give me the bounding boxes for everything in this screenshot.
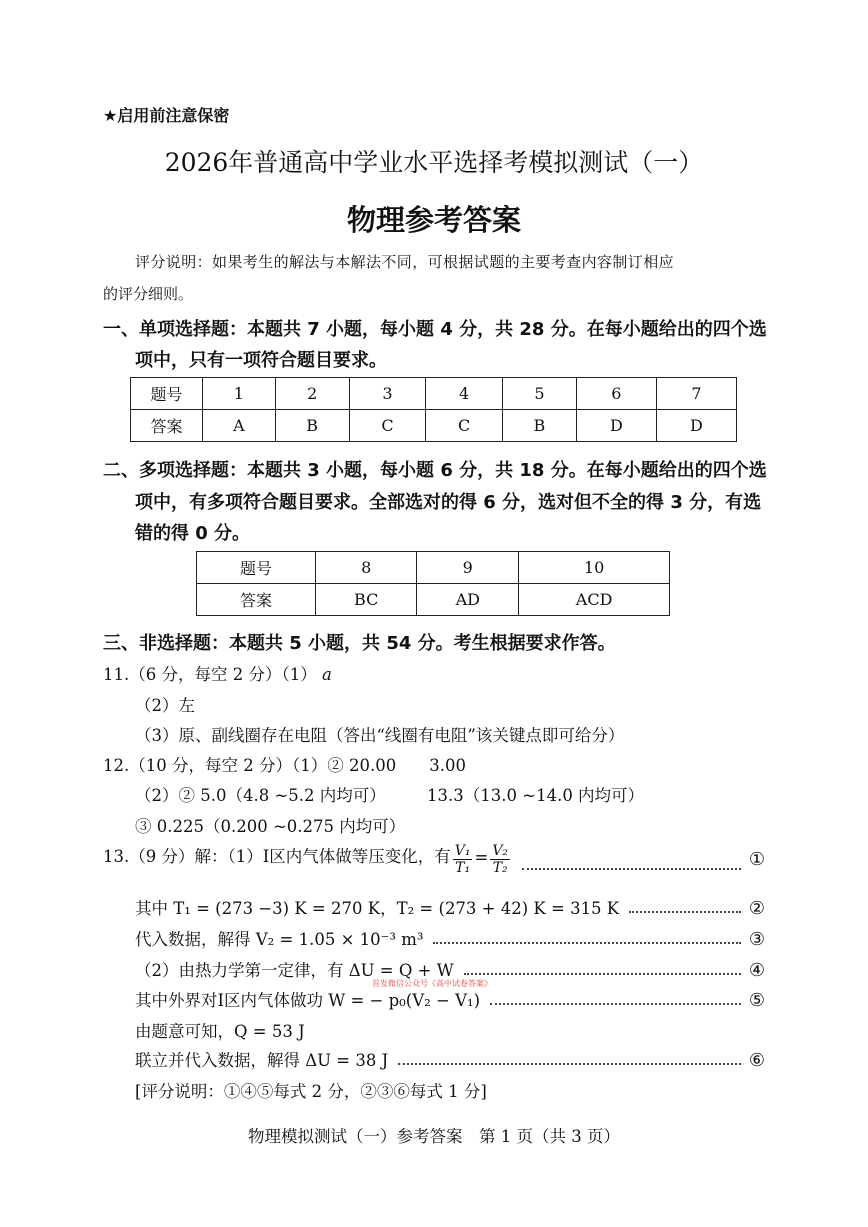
- q13-line4: （2）由热力学第一定律，有 ΔU = Q + W ④: [135, 960, 765, 981]
- answer-cell: A: [203, 410, 276, 442]
- dotted-leader: [490, 1003, 741, 1005]
- answer-cell: D: [656, 410, 736, 442]
- table-row: [197, 584, 670, 616]
- equation-marker: ①: [748, 849, 765, 870]
- section1-heading-line2: 项中，只有一项符合题目要求。: [135, 350, 387, 371]
- q12-line2: （2）② 5.0（4.8 ~5.2 内均可） 13.3（13.0 ~14.0 内均可）: [135, 786, 645, 805]
- q13-line6: 由题意可知，Q = 53 J: [135, 1022, 305, 1041]
- equation-marker: ④: [748, 960, 765, 981]
- question-number: 3: [349, 378, 426, 410]
- fraction: $\frac{\text{V₂}}{\text{T₂}}$: [492, 843, 509, 876]
- answer-cell: B: [502, 410, 576, 442]
- question-number: 7: [656, 378, 736, 410]
- table-header-cell: 题号: [197, 552, 316, 584]
- answer-cell: C: [349, 410, 426, 442]
- equation-marker: ③: [748, 929, 765, 950]
- single-choice-answer-table: [130, 377, 737, 442]
- equation-marker: ②: [748, 898, 765, 919]
- q13-scoring-note: [评分说明：①④⑤每式 2 分，②③⑥每式 1 分]: [135, 1082, 487, 1101]
- question-number: 6: [576, 378, 656, 410]
- answer-cell: AD: [417, 584, 519, 616]
- q11-line2: （2）左: [135, 696, 195, 715]
- section2-heading-line3: 错的得 0 分。: [135, 523, 251, 544]
- table-header-cell: 答案: [197, 584, 316, 616]
- table-header-cell: 题号: [131, 378, 203, 410]
- q13-line2: 其中 T₁ = (273 −3) K = 270 K，T₂ = (273 + 42) K = 315 K ②: [135, 898, 765, 919]
- scoring-note-line1: 评分说明：如果考生的解法与本解法不同，可根据试题的主要考查内容制订相应: [135, 253, 675, 271]
- answer-cell: D: [576, 410, 656, 442]
- section1-heading-line1: 一、单项选择题：本题共 7 小题，每小题 4 分，共 28 分。在每小题给出的四个选: [103, 319, 767, 340]
- question-number: 9: [417, 552, 519, 584]
- exam-title: 2026年普通高中学业水平选择考模拟测试（一）: [164, 148, 704, 177]
- question-number: 2: [275, 378, 349, 410]
- multiple-choice-answer-table: [196, 551, 670, 616]
- q12-line1: 12.（10 分，每空 2 分）（1）② 20.00 3.00: [103, 756, 466, 775]
- dotted-leader: [464, 973, 741, 975]
- section2-heading-line2: 项中，有多项符合题目要求。全部选对的得 6 分，选对但不全的得 3 分，有选: [135, 492, 762, 513]
- answer-cell: C: [426, 410, 503, 442]
- q11-line1: 11.（6 分，每空 2 分）（1） a: [103, 665, 332, 684]
- equation-marker: ⑥: [748, 1050, 765, 1071]
- section3-heading: 三、非选择题：本题共 5 小题，共 54 分。考生根据要求作答。: [103, 633, 616, 654]
- question-number: 5: [502, 378, 576, 410]
- question-number: 4: [426, 378, 503, 410]
- q13-line7: 联立并代入数据，解得 ΔU = 38 J ⑥: [135, 1050, 765, 1071]
- dotted-leader: [522, 868, 741, 870]
- page-footer: 物理模拟测试（一）参考答案 第 1 页（共 3 页）: [248, 1127, 620, 1146]
- fraction: $\frac{\text{V₁}}{\text{T₁}}$: [454, 843, 471, 876]
- equation-marker: ⑤: [748, 990, 765, 1011]
- q13-line5: 其中外界对Ⅰ区内气体做功 W = − p₀(V₂ − V₁) ⑤: [135, 990, 765, 1011]
- question-number: 10: [519, 552, 670, 584]
- q13-line1: 13.（9 分）解：（1）Ⅰ区内气体做等压变化，有 $\frac{\text{V₁}}{\text{T₁}}$ = $\frac{\text{V₂}}{\text{T₂}}$ ①: [103, 843, 765, 876]
- section2-heading-line1: 二、多项选择题：本题共 3 小题，每小题 6 分，共 18 分。在每小题给出的四个选: [103, 460, 767, 481]
- dotted-leader: [629, 911, 741, 913]
- table-row: [131, 378, 737, 410]
- q11-line3: （3）原、副线圈存在电阻（答出“线圈有电阻”该关键点即可给分）: [135, 726, 625, 745]
- table-row: [197, 552, 670, 584]
- dotted-leader: [398, 1063, 741, 1065]
- q13-line3: 代入数据，解得 V₂ = 1.05 × 10⁻³ m³ ③: [135, 929, 765, 950]
- confidential-label: ★启用前注意保密: [103, 106, 230, 125]
- answer-cell: B: [275, 410, 349, 442]
- answer-cell: BC: [316, 584, 417, 616]
- answer-cell: ACD: [519, 584, 670, 616]
- table-header-cell: 答案: [131, 410, 203, 442]
- question-number: 8: [316, 552, 417, 584]
- answer-key-title: 物理参考答案: [346, 203, 521, 237]
- scoring-note-line2: 的评分细则。: [103, 285, 194, 303]
- question-number: 1: [203, 378, 276, 410]
- q12-line3: ③ 0.225（0.200 ~0.275 内均可）: [135, 817, 406, 836]
- table-row: [131, 410, 737, 442]
- watermark: 首发微信公众号《高中试卷答案》: [372, 979, 492, 988]
- dotted-leader: [433, 942, 740, 944]
